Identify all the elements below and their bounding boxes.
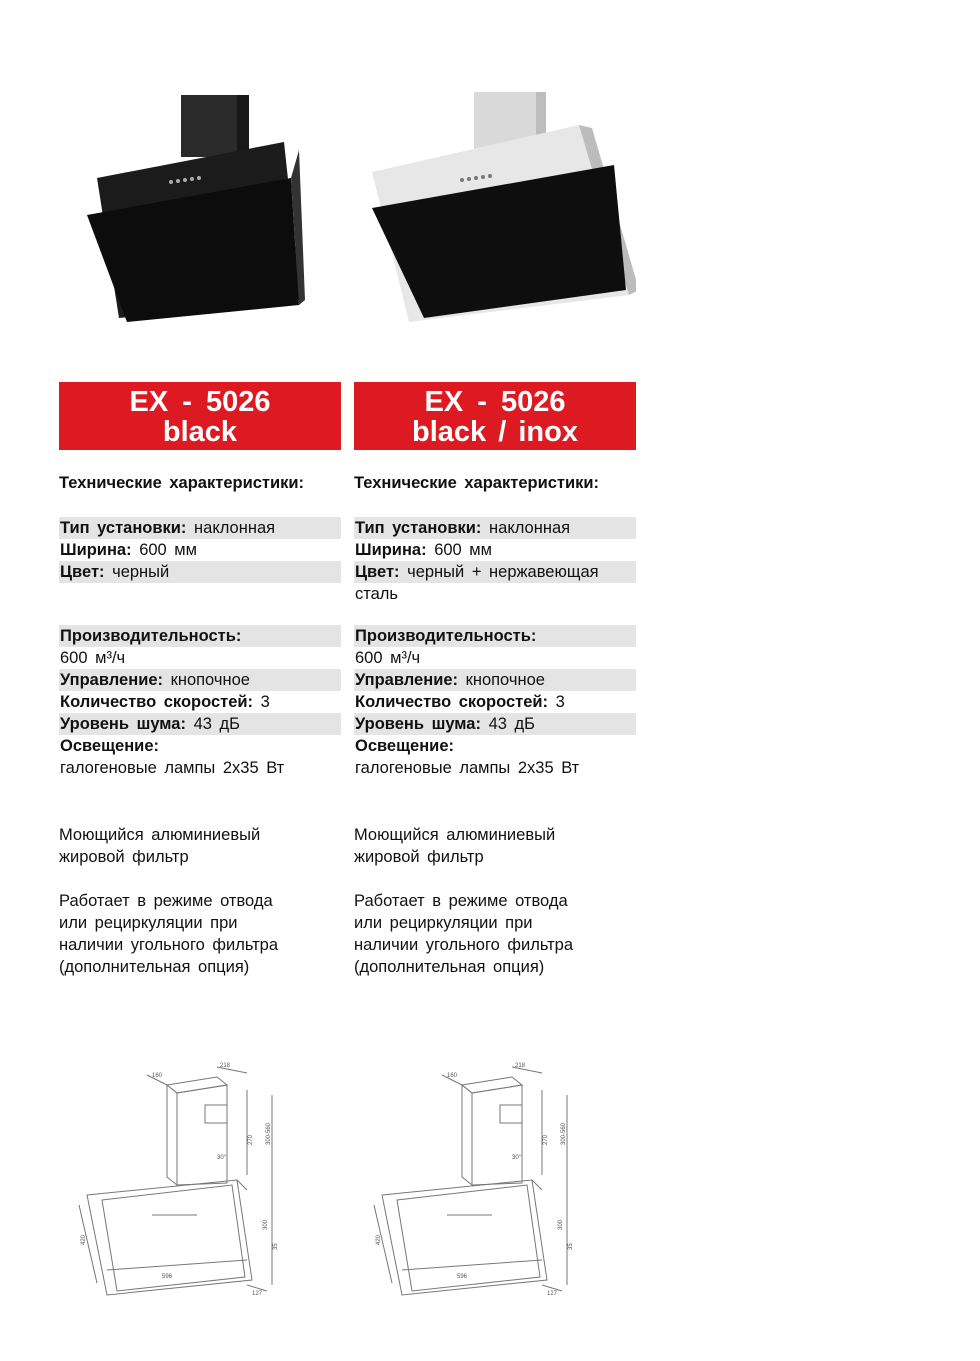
svg-text:218: 218 [515,1063,526,1069]
svg-text:420: 420 [376,1234,382,1245]
svg-text:300-560: 300-560 [561,1122,567,1145]
svg-text:35: 35 [273,1243,279,1250]
svg-text:160: 160 [447,1073,458,1079]
spec-color: Цвет: черный [59,561,341,583]
svg-text:30°: 30° [512,1155,522,1161]
dimension-drawing [67,1055,337,1300]
svg-text:300: 300 [558,1219,564,1230]
spec-color-cont: сталь [355,585,399,603]
spec-speeds: Количество скоростей: 3 [355,693,565,711]
hood-photo-inox [354,90,636,340]
svg-text:30°: 30° [217,1155,227,1161]
dimension-drawing [362,1055,632,1300]
tech-heading: Технические характеристики: [354,474,600,492]
svg-text:596: 596 [162,1274,173,1280]
spec-width: Ширина: 600 мм [60,541,197,559]
spec-control: Управление: кнопочное [354,669,636,691]
svg-text:35: 35 [568,1243,574,1250]
spec-list [354,517,636,779]
model-color: black [162,416,238,448]
hood-photo-black [59,90,341,340]
spec-lighting-label: Освещение: [355,737,454,755]
filter-note: Моющийся алюминиевый жировой фильтр [59,826,261,866]
spec-control: Управление: кнопочное [59,669,341,691]
svg-text:218: 218 [220,1063,231,1069]
svg-text:270: 270 [248,1134,254,1145]
model-banner [354,382,636,450]
mode-note: Работает в режиме отвода или рециркуляции при наличии угольного фильтра (дополнительная опция) [354,892,574,976]
svg-text:300-560: 300-560 [266,1122,272,1145]
spec-mount: Тип установки: наклонная [354,517,636,539]
spec-noise: Уровень шума: 43 дБ [354,713,636,735]
spec-color: Цвет: черный + нержавеющая [354,561,636,583]
spec-capacity-label: Производительность: [59,625,341,647]
spec-lighting-value: галогеновые лампы 2x35 Вт [355,759,580,777]
spec-lighting-label: Освещение: [60,737,159,755]
svg-text:300: 300 [263,1219,269,1230]
spec-list [59,517,341,779]
svg-text:160: 160 [152,1073,163,1079]
spec-noise: Уровень шума: 43 дБ [59,713,341,735]
svg-text:270: 270 [543,1134,549,1145]
model-number: EX - 5026 [424,386,566,418]
spec-speeds: Количество скоростей: 3 [60,693,270,711]
svg-text:127: 127 [252,1291,263,1297]
spec-capacity-label: Производительность: [354,625,636,647]
spec-mount: Тип установки: наклонная [59,517,341,539]
model-color: black / inox [412,416,578,448]
model-number: EX - 5026 [129,386,271,418]
svg-text:596: 596 [457,1274,468,1280]
spec-width: Ширина: 600 мм [355,541,492,559]
filter-note: Моющийся алюминиевый жировой фильтр [354,826,556,866]
spec-capacity-value: 600 м³/ч [355,649,421,667]
tech-heading: Технические характеристики: [59,474,305,492]
spec-blank [59,583,341,605]
mode-note: Работает в режиме отвода или рециркуляции при наличии угольного фильтра (дополнительная опция) [59,892,279,976]
svg-text:127: 127 [547,1291,558,1297]
svg-text:420: 420 [81,1234,87,1245]
spec-capacity-value: 600 м³/ч [60,649,126,667]
spec-lighting-value: галогеновые лампы 2x35 Вт [60,759,285,777]
model-banner [59,382,341,450]
